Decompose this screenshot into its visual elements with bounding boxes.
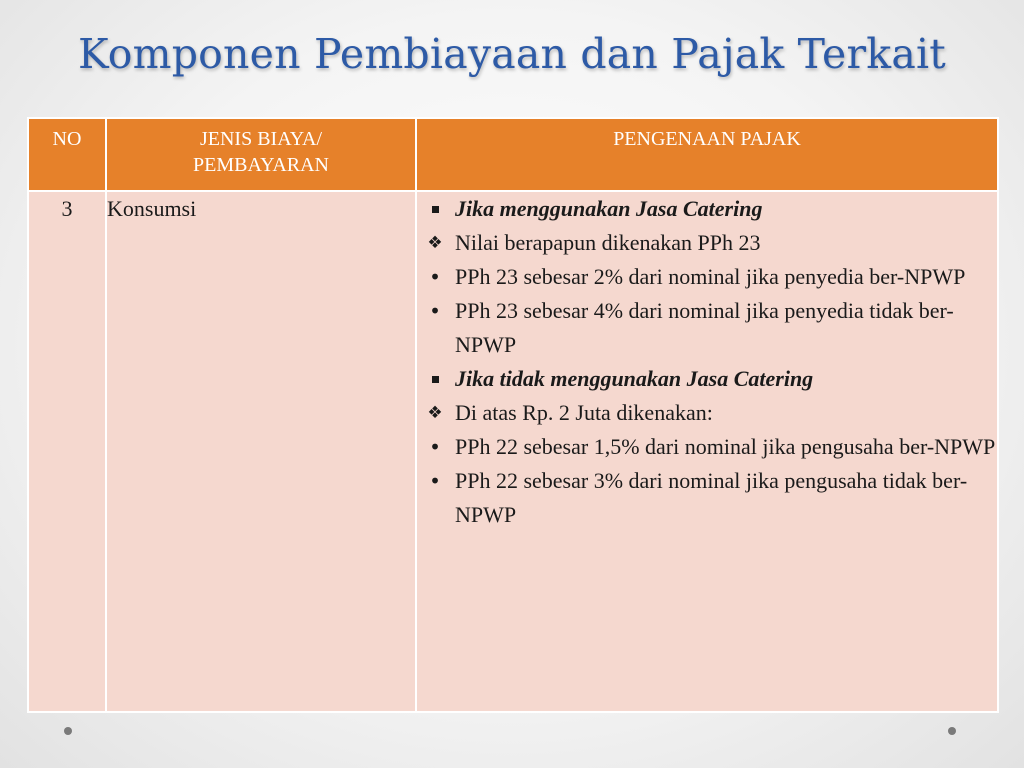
dot-bullet-icon: •: [429, 299, 441, 323]
cell-jenis-biaya: Konsumsi: [106, 191, 416, 712]
table-row: [28, 191, 998, 712]
list-item: [417, 260, 997, 294]
list-item-text: PPh 22 sebesar 3% dari nominal jika pengusaha tidak ber-NPWP: [455, 468, 968, 527]
list-item-text: Jika menggunakan Jasa Catering: [455, 196, 763, 221]
diamond-bullet-icon: ❖: [427, 403, 443, 423]
slide-corner-dot-left: [64, 727, 72, 735]
header-no: NO: [28, 118, 106, 191]
list-item: [417, 226, 997, 260]
list-item: [417, 192, 997, 226]
dot-bullet-icon: •: [429, 435, 441, 459]
dot-bullet-icon: •: [429, 469, 441, 493]
square-bullet-icon: [421, 192, 449, 226]
header-jenis-line2: PEMBAYARAN: [193, 154, 329, 176]
slide-title: Komponen Pembiayaan dan Pajak Terkait: [78, 30, 946, 78]
header-jenis-biaya: [106, 118, 416, 191]
list-item-text: Di atas Rp. 2 Juta dikenakan:: [455, 400, 713, 425]
list-item: [417, 464, 997, 532]
cell-no: 3: [28, 191, 106, 712]
dot-bullet-icon: •: [429, 265, 441, 289]
tax-rule-list: [417, 192, 997, 532]
slide-corner-dot-right: [948, 727, 956, 735]
list-item: [417, 362, 997, 396]
tax-table: [27, 117, 999, 713]
list-item-text: PPh 23 sebesar 4% dari nominal jika penyedia tidak ber-NPWP: [455, 298, 954, 357]
cell-pengenaan-pajak: [416, 191, 998, 712]
list-item: [417, 396, 997, 430]
diamond-bullet-icon: ❖: [427, 233, 443, 253]
list-item: [417, 430, 997, 464]
table-header-row: [28, 118, 998, 191]
list-item-text: PPh 23 sebesar 2% dari nominal jika penyedia ber-NPWP: [455, 264, 966, 289]
square-bullet-icon: [421, 362, 449, 396]
header-pengenaan-pajak: PENGENAAN PAJAK: [416, 118, 998, 191]
list-item-text: Jika tidak menggunakan Jasa Catering: [455, 366, 814, 391]
header-jenis-line1: JENIS BIAYA/: [199, 128, 323, 150]
list-item-text: Nilai berapapun dikenakan PPh 23: [455, 230, 761, 255]
list-item: [417, 294, 997, 362]
list-item-text: PPh 22 sebesar 1,5% dari nominal jika pengusaha ber-NPWP: [455, 434, 996, 459]
